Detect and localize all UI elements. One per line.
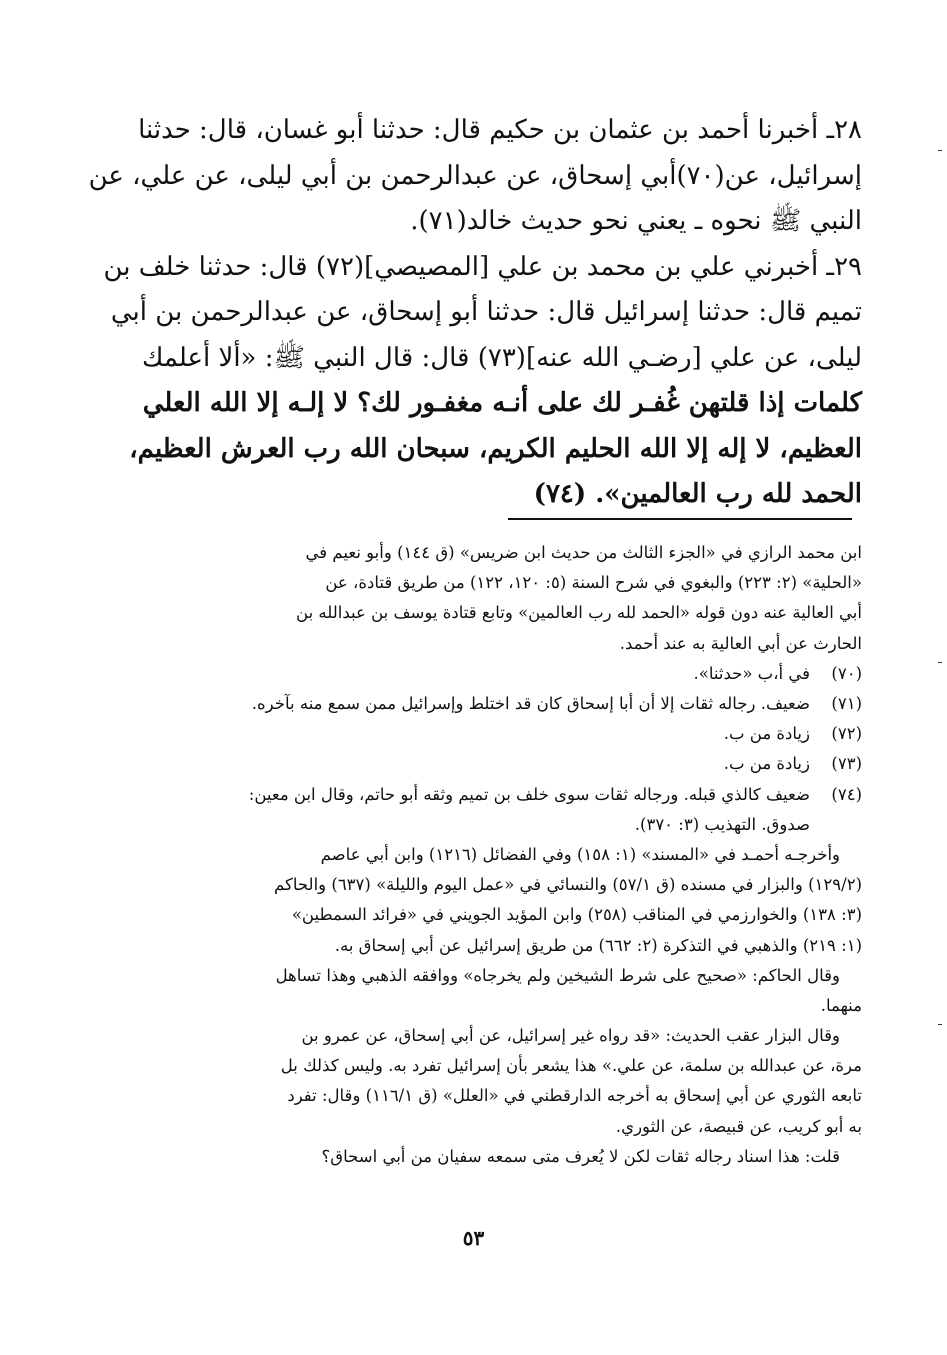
scan-mark: [938, 1024, 942, 1025]
footnote-73: [140, 749, 862, 779]
footnote-marker: (٧٤): [831, 784, 862, 804]
footnote-continuation-line: ابن محمد الرازي في «الجزء الثالث من حديث ابن ضريس» (ق ١٤٤) وأبو نعيم في: [305, 543, 862, 562]
footnote-marker: (٧١): [831, 693, 862, 713]
scan-mark: [938, 662, 942, 663]
footnote-continuation-line: «الحلية» (٢: ٢٢٣) والبغوي في شرح السنة (٥: ١٢٠، ١٢٢) من طريق قتادة، عن: [325, 573, 862, 593]
footnote-71: [140, 689, 862, 719]
hadith-line: تميم قال: حدثنا إسرائيل قال: حدثنا أبو إسحاق، عن عبدالرحمن بن أبي: [110, 297, 862, 327]
footnote-paragraph-line: منهما.: [820, 995, 862, 1015]
footnote-paragraph-line: وأخرجـه أحمـد في «المسند» (١: ١٥٨) وفي الفضائل (١٢١٦) وابن أبي عاصم: [320, 844, 840, 864]
scan-mark: [938, 150, 942, 151]
hadith-line: ليلى، عن علي [رضـي الله عنه](٧٣) قال: قال النبي ﷺ: «ألا أعلمك: [141, 342, 862, 373]
footnote-paragraph-line: وقال البزار عقب الحديث: «قد رواه غير إسرائيل، عن أبي إسحاق، عن عمرو بن: [301, 1026, 840, 1046]
footnote-paragraph-line: (١٢٩/٢) والبزار في مسنده (ق ٥٧/١) والنسائي في «عمل اليوم والليلة» (٦٣٧) والحاكم: [274, 875, 862, 895]
footnote-paragraph-line: قلت: هذا اسناد رجاله ثقات لكن لا يُعرف متى سمعه سفيان من أبي اسحاق؟: [321, 1146, 840, 1166]
footnote-marker: (٧٠): [831, 663, 862, 683]
footnote-text: زيادة من ب.: [723, 724, 810, 744]
footnote-paragraph-line: وقال الحاكم: «صحيح على شرط الشيخين ولم يخرجاه» ووافقه الذهبي وهذا تساهل: [275, 965, 840, 985]
footnote-text: زيادة من ب.: [723, 754, 810, 774]
footnote-paragraph-line: به أبو كريب، عن قبيصة، عن الثوري.: [615, 1116, 862, 1136]
hadith-line: النبي ﷺ نحوه ـ يعني نحو حديث خالد(٧١).: [410, 206, 862, 236]
footnote-text: في أ،ب «حدثنا».: [693, 663, 810, 683]
hadith-line: كلمات إذا قلتهن غُفـر لك على أنـه مغفـور لك؟ لا إلـه إلا الله العلي: [142, 388, 862, 418]
footnote-marker: (٧٢): [831, 724, 862, 744]
hadith-line: الحمد لله رب العالمين». (٧٤): [533, 479, 862, 509]
footnote-text: ضعيف. رجاله ثقات إلا أن أبا إسحاق كان قد اختلط وإسرائيل ممن سمع منه بآخره.: [251, 693, 810, 713]
footnote-paragraph-line: (٣: ١٣٨) والخوارزمي في المناقب (٢٥٨) وابن المؤيد الجويني في «فرائد السمطين»: [291, 905, 862, 925]
footnote-paragraph-line: مرة، عن عبدالله بن سلمة، عن علي.» هذا يشعر بأن إسرائيل تفرد به. وليس كذلك بل: [280, 1056, 862, 1076]
hadith-line: العظيم، لا إله إلا الله الحليم الكريم، سبحان الله رب العرش العظيم،: [129, 433, 862, 464]
footnote-continuation-line: الحارث عن أبي العالية به عند أحمد.: [619, 633, 862, 653]
hadith-text: [88, 108, 862, 518]
footnote-separator: [508, 518, 852, 520]
footnote-continuation-line: أبي العالية عنه دون قوله «الحمد لله رب العالمين» وتابع قتادة يوسف بن عبدالله بن: [296, 603, 862, 623]
footnote-paragraph-line: تابعه الثوري عن أبي إسحاق به أخرجه الدارقطني في «العلل» (ق ١١٦/١) وقال: تفرد: [287, 1086, 862, 1106]
hadith-line: ٢٨ـ أخبرنا أحمد بن عثمان بن حكيم قال: حدثنا أبو غسان، قال: حدثنا: [138, 115, 862, 145]
footnote-70: [140, 659, 862, 689]
footnote-74: [140, 780, 862, 840]
footnotes: [140, 538, 862, 1172]
hadith-line: ٢٩ـ أخبرني علي بن محمد بن علي [المصيصي](٧٢) قال: حدثنا خلف بن: [103, 251, 862, 282]
hadith-line: إسرائيل، عن(٧٠)أبي إسحاق، عن عبدالرحمن بن أبي ليلى، عن علي، عن: [88, 160, 862, 191]
footnote-text: ضعيف كالذي قبله. ورجاله ثقات سوى خلف بن تميم وثقه أبو حاتم، وقال ابن معين:: [248, 784, 810, 804]
footnote-marker: (٧٣): [831, 754, 862, 774]
page-number: ٥٣: [462, 1226, 485, 1250]
footnote-paragraph-line: (١: ٢١٩) والذهبي في التذكرة (٢: ٦٦٢) من طريق إسرائيل عن أبي إسحاق به.: [334, 935, 862, 955]
footnote-72: [140, 719, 862, 749]
footnote-text: صدوق. التهذيب (٣: ٣٧٠).: [634, 814, 810, 834]
